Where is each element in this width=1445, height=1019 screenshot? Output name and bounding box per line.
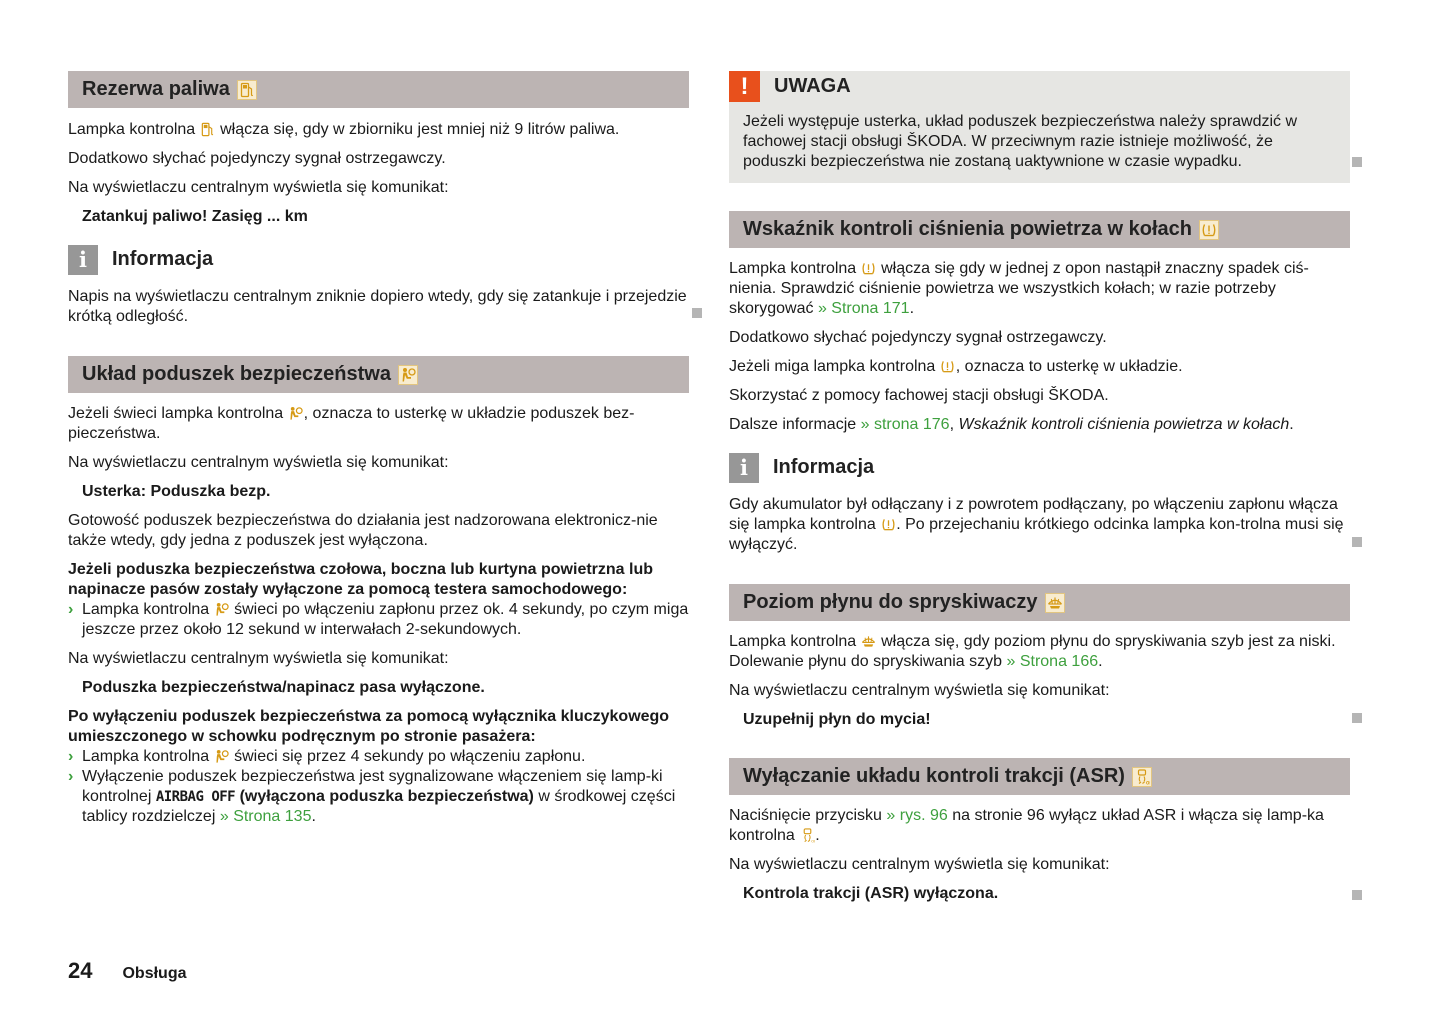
airbag-title: Układ poduszek bezpieczeństwa (82, 363, 391, 385)
fuel-paragraph-3: Na wyświetlaczu centralnym wyświetla się komunikat: (68, 179, 449, 196)
warning-title: UWAGA (774, 75, 851, 97)
fuel-display-message: Zatankuj paliwo! Zasięg ... km (82, 208, 308, 225)
info-icon: i (729, 453, 759, 483)
link-page-135[interactable]: » Strona 135 (219, 808, 312, 825)
airbag-display-message-1: Usterka: Poduszka bezp. (82, 483, 271, 500)
exclamation-icon: ! (729, 71, 760, 102)
fuel-info-text: Napis na wyświetlaczu centralnym zniknie dopiero wtedy, gdy się zatankuje i przejedzie krótką odległość. (68, 288, 687, 325)
section-end-marker (1352, 157, 1362, 167)
fuel-paragraph-1: Lampka kontrolna włącza się, gdy w zbiorniku jest mniej niż 9 litrów paliwa. (68, 121, 620, 138)
bullet-arrow-icon: › (68, 601, 74, 618)
tire-paragraph-3: Jeżeli miga lampka kontrolna , oznacza to usterkę w układzie. (729, 358, 1183, 375)
left-column (68, 71, 689, 827)
fuel-pump-icon (200, 122, 216, 138)
airbag-paragraph-3: Gotowość poduszek bezpieczeństwa do działania jest nadzorowana elektronicz-nie także wtedy, gdy jedna z poduszek jest wyłączona. (68, 512, 658, 549)
airbag-icon (398, 365, 418, 385)
airbag-paragraph-1: Jeżeli świeci lampka kontrolna , oznacza to usterkę w układzie poduszek bez-pieczeństwa. (68, 405, 635, 442)
asr-off-icon (1132, 767, 1152, 787)
right-column (729, 71, 1350, 904)
asr-header (729, 758, 1350, 795)
tire-info-heading (729, 452, 1350, 483)
tire-paragraph-5: Dalsze informacje » strona 176, Wskaźnik kontroli ciśnienia powietrza w kołach. (729, 416, 1294, 433)
washer-paragraph-2: Na wyświetlaczu centralnym wyświetla się komunikat: (729, 682, 1110, 699)
asr-title: Wyłączanie układu kontroli trakcji (ASR) (743, 765, 1125, 787)
asr-paragraph-2: Na wyświetlaczu centralnym wyświetla się komunikat: (729, 856, 1110, 873)
tire-pressure-icon (1199, 220, 1219, 240)
airbag-icon (214, 602, 230, 618)
link-page-166[interactable]: » Strona 166 (1006, 653, 1099, 670)
asr-paragraph-1: Naciśnięcie przycisku » rys. 96 na stronie 96 wyłącz układ ASR i włącza się lamp-ka kontrolna . (729, 807, 1324, 844)
tire-pressure-icon (861, 261, 877, 277)
link-page-171[interactable]: » Strona 171 (817, 300, 910, 317)
link-page-176[interactable]: » strona 176 (860, 416, 950, 433)
bullet-arrow-icon: › (68, 748, 74, 765)
fuel-paragraph-2: Dodatkowo słychać pojedynczy sygnał ostrzegawczy. (68, 150, 446, 167)
tire-pressure-icon (940, 359, 956, 375)
tire-paragraph-2: Dodatkowo słychać pojedynczy sygnał ostrzegawczy. (729, 329, 1107, 346)
airbag-bullet-3: › Wyłączenie poduszek bezpieczeństwa jest sygnalizowane włączeniem się lamp-ki kontrolnej AIRBAG OFF (wyłączona poduszka bezpieczeństwa) w środkowej części tablicy rozdzielczej » Strona 135. (68, 768, 676, 825)
washer-fluid-title: Poziom płynu do spryskiwaczy (743, 591, 1038, 613)
airbag-display-message-2: Poduszka bezpieczeństwa/napinacz pasa wyłączone. (82, 679, 485, 696)
section-end-marker (1352, 537, 1362, 547)
fuel-pump-icon (237, 80, 257, 100)
page-number: 24 (68, 958, 93, 983)
warning-heading (729, 71, 1350, 102)
airbag-paragraph-4: Na wyświetlaczu centralnym wyświetla się komunikat: (68, 650, 449, 667)
warning-text: Jeżeli występuje usterka, układ poduszek bezpieczeństwa należy sprawdzić w fachowej stacji obsługi ŠKODA. W przeciwnym razie istnieje możliwość, że poduszki bezpieczeństwa nie zostaną uaktywnione w czasie wypadku. (743, 113, 1298, 170)
section-end-marker (692, 308, 702, 318)
tire-paragraph-1: Lampka kontrolna włącza się gdy w jednej z opon nastąpił znaczny spadek ciś-nienia. Sprawdzić ciśnienie powietrza we wszystkich kołach; w razie potrzeby skorygować » Strona 171. (729, 260, 1309, 317)
page-footer (68, 958, 187, 984)
tire-info-text: Gdy akumulator był odłączany i z powrotem podłączany, po włączeniu zapłonu włącza się lampka kontrolna . Po przejechaniu krótkiego odcinka lampka kon-trolna musi się wyłączyć. (729, 496, 1344, 553)
airbag-header (68, 356, 689, 393)
washer-paragraph-1: Lampka kontrolna włącza się, gdy poziom płynu do spryskiwania szyb jest za niski. Dolewanie płynu do spryskiwania szyb » Strona 166. (729, 633, 1336, 670)
asr-display-message: Kontrola trakcji (ASR) wyłączona. (743, 885, 999, 902)
airbag-bold-condition-1: Jeżeli poduszka bezpieczeństwa czołowa, boczna lub kurtyna powietrzna lub napinacze pasów zostały wyłączone za pomocą testera samochodowego: (68, 561, 654, 598)
fuel-reserve-header (68, 71, 689, 108)
washer-display-message: Uzupełnij płyn do mycia! (743, 711, 931, 728)
section-end-marker (1352, 713, 1362, 723)
airbag-icon (288, 406, 304, 422)
link-figure-96[interactable]: » rys. 96 (886, 807, 948, 824)
washer-fluid-header (729, 584, 1350, 621)
warning-box (729, 71, 1350, 183)
asr-off-icon (799, 828, 815, 844)
airbag-paragraph-2: Na wyświetlaczu centralnym wyświetla się komunikat: (68, 454, 449, 471)
tire-paragraph-4: Skorzystać z pomocy fachowej stacji obsługi ŠKODA. (729, 387, 1109, 404)
tire-pressure-icon (880, 517, 896, 533)
airbag-icon (214, 749, 230, 765)
info-icon: i (68, 245, 98, 275)
bullet-arrow-icon: › (68, 768, 74, 785)
washer-fluid-icon (1045, 593, 1065, 613)
fuel-info-title: Informacja (112, 248, 214, 270)
airbag-bold-condition-2: Po wyłączeniu poduszek bezpieczeństwa za pomocą wyłącznika kluczykowego umieszczonego w schowku podręcznym po stronie pasażera: (68, 708, 670, 745)
fuel-info-heading (68, 244, 689, 275)
airbag-bullet-2: › Lampka kontrolna świeci się przez 4 sekundy po włączeniu zapłonu. (68, 748, 586, 765)
section-end-marker (1352, 890, 1362, 900)
airbag-bullet-1: › Lampka kontrolna świeci po włączeniu zapłonu przez ok. 4 sekundy, po czym miga jeszcze przez około 12 sekund w interwałach 2-sekundowych. (68, 601, 689, 638)
tire-pressure-header (729, 211, 1350, 248)
washer-fluid-icon (861, 634, 877, 650)
section-name: Obsługa (122, 965, 187, 982)
tire-pressure-title: Wskaźnik kontroli ciśnienia powietrza w kołach (743, 218, 1193, 240)
airbag-off-badge: AIRBAG OFF (155, 789, 236, 805)
fuel-reserve-title: Rezerwa paliwa (82, 78, 230, 100)
tire-info-title: Informacja (773, 456, 875, 478)
